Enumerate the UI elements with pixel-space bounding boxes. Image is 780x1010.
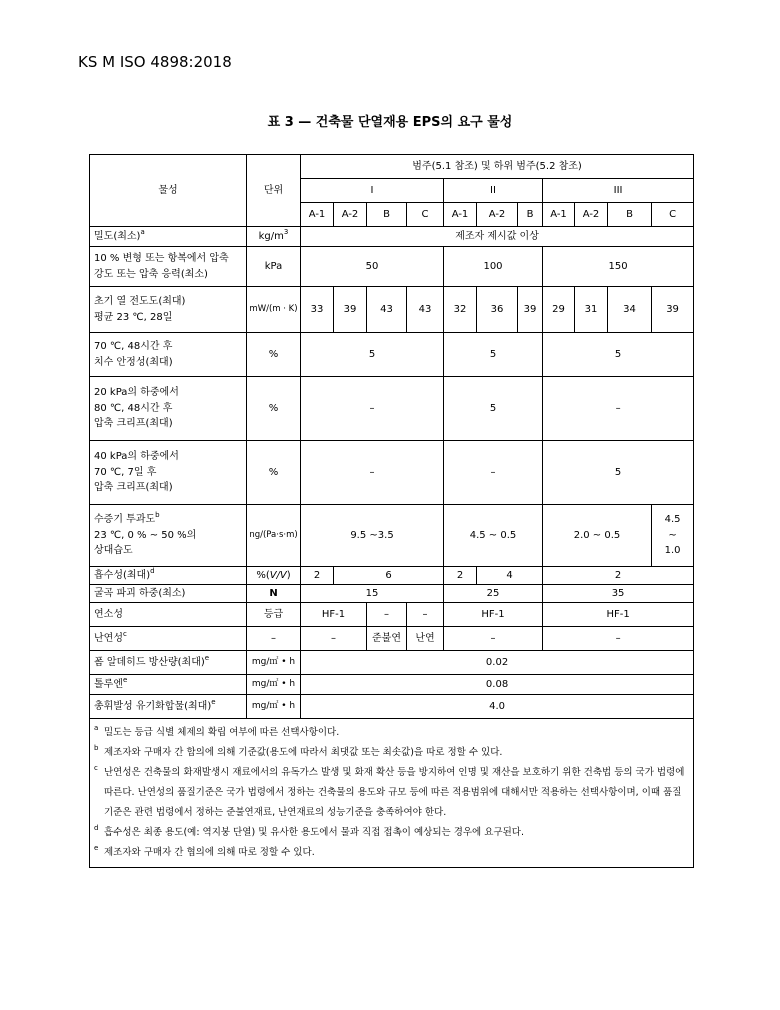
density-label: 밀도(최소)$^a$ [90, 227, 247, 247]
toluene-label: 톨루엔$^e$ [90, 675, 247, 695]
absorption-value-4: 4 [477, 567, 543, 585]
table-row [90, 627, 694, 651]
strength-label: 10 % 변형 또는 항복에서 압축 강도 또는 압축 응력(최소) [90, 247, 247, 287]
absorption-unit: %(V/V) [247, 567, 301, 585]
creep20-value-1: – [301, 377, 444, 441]
creep40-value-2: – [444, 441, 543, 505]
thermal-value: 39 [518, 287, 543, 333]
table-row [90, 505, 694, 567]
creep20-unit: % [247, 377, 301, 441]
sub-header: A-2 [477, 203, 518, 227]
thermal-value: 43 [367, 287, 407, 333]
combustion-value-2: – [367, 603, 407, 627]
combustion-value-3: – [407, 603, 444, 627]
thermal-value: 39 [652, 287, 694, 333]
header-category: 범주(5.1 참조) 및 하위 범주(5.2 참조) [301, 155, 694, 179]
dimension-value-1: 5 [301, 333, 444, 377]
voc-unit: mg/㎡ • h [247, 695, 301, 719]
dimension-value-3: 5 [543, 333, 694, 377]
vapor-value-4: 4.5 ~ 1.0 [652, 505, 694, 567]
formaldehyde-label: 폼 알데히드 방산량(최대)$^e$ [90, 651, 247, 675]
strength-value-3: 150 [543, 247, 694, 287]
thermal-value: 36 [477, 287, 518, 333]
combustion-value-1: HF-1 [301, 603, 367, 627]
table-row [90, 675, 694, 695]
dimension-value-2: 5 [444, 333, 543, 377]
note-d: d 흡수성은 최종 용도(예: 역지붕 단열) 및 유사한 용도에서 물과 직접 접촉이 예상되는 경우에 요구된다. [94, 823, 524, 838]
thermal-value: 43 [407, 287, 444, 333]
sub-header: B [367, 203, 407, 227]
sub-header: A-1 [543, 203, 575, 227]
strength-value-1: 50 [301, 247, 444, 287]
strength-value-2: 100 [444, 247, 543, 287]
flame-value-2: 준불연 [367, 627, 407, 651]
table-row [90, 377, 694, 441]
sub-header: A-2 [575, 203, 608, 227]
thermal-value: 33 [301, 287, 334, 333]
note-a: a 밀도는 등급 식별 체제의 확립 여부에 따른 선택사항이다. [94, 724, 340, 738]
header-unit: 단위 [247, 155, 301, 227]
creep20-value-3: – [543, 377, 694, 441]
flame-value-5: – [543, 627, 694, 651]
bending-value-1: 15 [301, 585, 444, 603]
combustion-label: 연소성 [90, 603, 247, 627]
sub-header: B [608, 203, 652, 227]
toluene-unit: mg/㎡ • h [247, 675, 301, 695]
table-row [90, 567, 694, 585]
absorption-label: 흡수성(최대)$^d$ [90, 567, 247, 585]
creep20-value-2: 5 [444, 377, 543, 441]
thermal-value: 39 [334, 287, 367, 333]
table-row [90, 585, 694, 603]
density-unit: $kg/m^3$ [247, 227, 301, 247]
header-category-1: I [301, 179, 444, 203]
table-row [90, 287, 694, 333]
dimension-label: 70 ℃, 48시간 후 치수 안정성(최대) [90, 333, 247, 377]
thermal-value: 32 [444, 287, 477, 333]
flame-unit: – [247, 627, 301, 651]
standard-code: KS M ISO 4898:2018 [78, 53, 232, 71]
thermal-value: 34 [608, 287, 652, 333]
absorption-value-2: 6 [334, 567, 444, 585]
strength-unit: kPa [247, 247, 301, 287]
table-row [90, 603, 694, 627]
note-c: c 난연성은 건축물의 화재발생시 재료에서의 유독가스 발생 및 화재 확산 등을 방지하여 인명 및 재산을 보호하기 위한 건축법 등의 국가 법령에 따른다. 난연성의 품질기준은 국가 법령에서 정하는 건축물의 용도와 규모 등에 따른 적용범위에 대해서만 적용하는 선택사항이며, 이때 품질기준은 관련 법령에서 정하는 준불연재료, 난연재료의 성능기준을 충족하여야 한다. [94, 763, 685, 818]
bending-value-2: 25 [444, 585, 543, 603]
header-category-2: II [444, 179, 543, 203]
combustion-unit: 등급 [247, 603, 301, 627]
thermal-unit: mW/(m · K) [247, 287, 301, 333]
thermal-value: 31 [575, 287, 608, 333]
voc-value: 4.0 [301, 695, 694, 719]
combustion-value-5: HF-1 [543, 603, 694, 627]
bending-label: 굴곡 파괴 하중(최소) [90, 585, 247, 603]
table-row [90, 333, 694, 377]
table-notes [90, 719, 694, 868]
flame-value-1: – [301, 627, 367, 651]
table-row [90, 227, 694, 247]
density-value: 제조자 제시값 이상 [301, 227, 694, 247]
note-e: e 제조자와 구매자 간 협의에 의해 따로 정할 수 있다. [94, 843, 315, 858]
table-row [90, 651, 694, 675]
table-row [90, 441, 694, 505]
vapor-value-2: 4.5 ~ 0.5 [444, 505, 543, 567]
bending-value-3: 35 [543, 585, 694, 603]
absorption-value-3: 2 [444, 567, 477, 585]
creep40-label: 40 kPa의 하중에서 70 ℃, 7일 후 압축 크리프(최대) [90, 441, 247, 505]
formaldehyde-unit: mg/㎡ • h [247, 651, 301, 675]
creep40-value-3: 5 [543, 441, 694, 505]
toluene-value: 0.08 [301, 675, 694, 695]
formaldehyde-value: 0.02 [301, 651, 694, 675]
table-row [90, 247, 694, 287]
vapor-value-3: 2.0 ~ 0.5 [543, 505, 652, 567]
note-b: b 제조자와 구매자 간 합의에 의해 기준값(용도에 따라서 최댓값 또는 최솟값)을 따로 정할 수 있다. [94, 743, 503, 758]
flame-value-4: – [444, 627, 543, 651]
sub-header: A-2 [334, 203, 367, 227]
table-row [90, 695, 694, 719]
creep40-unit: % [247, 441, 301, 505]
creep40-value-1: – [301, 441, 444, 505]
creep20-label: 20 kPa의 하중에서 80 ℃, 48시간 후 압축 크리프(최대) [90, 377, 247, 441]
sub-header: C [407, 203, 444, 227]
combustion-value-4: HF-1 [444, 603, 543, 627]
sub-header: C [652, 203, 694, 227]
properties-table [89, 154, 694, 868]
vapor-label: 수증기 투과도$^b$ 23 ℃, 0 % ~ 50 %의 상대습도 [90, 505, 247, 567]
header-property: 물성 [90, 155, 247, 227]
absorption-value-5: 2 [543, 567, 694, 585]
table-notes-row [90, 719, 694, 868]
voc-label: 총휘발성 유기화합물(최대)$^e$ [90, 695, 247, 719]
flame-value-3: 난연 [407, 627, 444, 651]
thermal-label: 초기 열 전도도(최대) 평균 23 ℃, 28일 [90, 287, 247, 333]
thermal-value: 29 [543, 287, 575, 333]
flame-label: 난연성$^c$ [90, 627, 247, 651]
sub-header: A-1 [301, 203, 334, 227]
table-title: 표 3 — 건축물 단열재용 EPS의 요구 물성 [267, 115, 513, 130]
sub-header: A-1 [444, 203, 477, 227]
bending-unit: N [247, 585, 301, 603]
sub-header: B [518, 203, 543, 227]
vapor-value-1: 9.5 ~3.5 [301, 505, 444, 567]
dimension-unit: % [247, 333, 301, 377]
vapor-unit: ng/(Pa·s·m) [247, 505, 301, 567]
header-category-3: III [543, 179, 694, 203]
absorption-value-1: 2 [301, 567, 334, 585]
